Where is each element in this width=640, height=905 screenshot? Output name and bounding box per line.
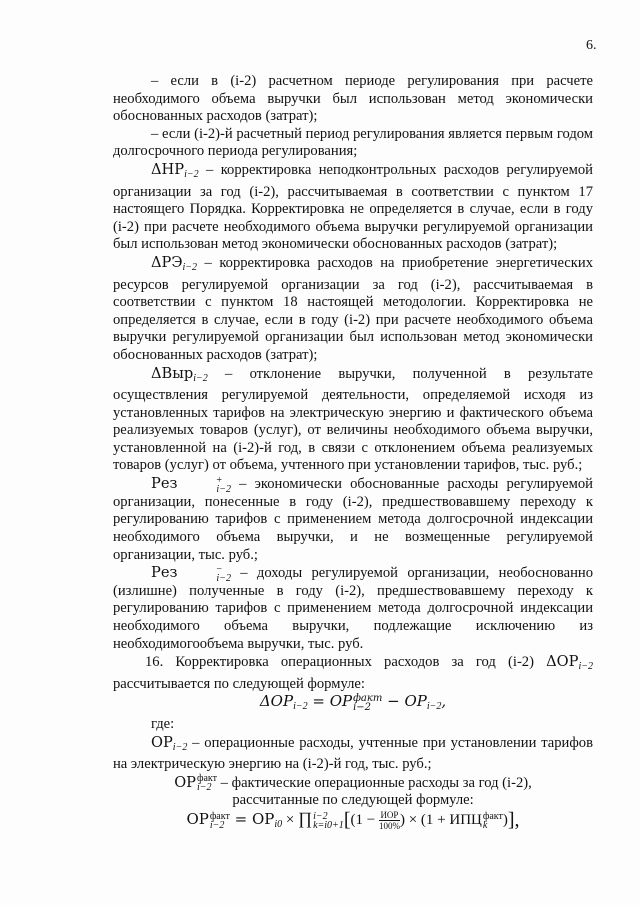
formula-term: − OP <box>382 692 427 711</box>
formula-term: (1 − <box>350 811 379 828</box>
superscript: факт <box>197 773 218 785</box>
paragraph-text: – доходы регулируемой организации, необоснованно (излишне) полученные в году (i-2), предшествовавшему переходу к регулированию тарифов с применением метода долгосрочной индексации необходимого объема выручки, подлежащие исключению из необходимогообъема выручки, тыс. руб. <box>113 565 593 652</box>
paragraph: – если (i-2)-й расчетный период регулирования является первым годом долгосрочного периода регулирования; <box>113 125 593 160</box>
formula-term: ОР <box>186 809 209 828</box>
subscript: i−2 <box>209 819 225 831</box>
paragraph <box>113 161 593 254</box>
paragraph-text: – отклонение выручки, полученной в результате осуществления регулируемой деятельности, определяемой исходя из установленных тарифов на электрическую энергию и фактического объема реализуемых товаров (услуг), от величины необходимого объема выручки, установленной на (i-2)-й год, в связи с отклонением объема реализуемых товаров (услуг) от объема, учтенного при установлении тарифов, тыс. руб.; <box>113 365 593 474</box>
superscript: − <box>216 563 223 575</box>
subscript: i−2 <box>182 261 198 273</box>
sup-sub <box>197 774 217 792</box>
document-body <box>113 73 593 834</box>
formula-term: = ОР <box>229 809 275 828</box>
subscript: i−2 <box>184 168 199 180</box>
superscript: факт <box>209 810 230 822</box>
subscript: i0 <box>274 818 283 830</box>
superscript: + <box>216 474 223 486</box>
symbol: ΔНР <box>151 160 185 178</box>
subscript: i−2 <box>172 741 188 753</box>
subscript: i−2 <box>426 701 442 713</box>
subscript: i−2 <box>353 701 372 713</box>
subscript: i−2 <box>197 782 212 794</box>
formula-term: ΔOP <box>259 692 294 711</box>
formula-op-fact <box>113 810 593 834</box>
sup-sub <box>313 812 344 830</box>
paragraph-text: – фактические операционные расходы за год (i-2), <box>217 774 532 791</box>
formula-delta-op <box>113 693 593 716</box>
formula-term: × <box>282 811 299 828</box>
page-number: 6. <box>586 38 597 53</box>
sup-sub <box>353 694 382 712</box>
paragraph <box>113 254 593 365</box>
formula-term: ) <box>399 811 405 828</box>
paragraph <box>113 734 593 774</box>
superscript: факт <box>353 692 383 704</box>
subscript: i−2 <box>578 661 593 673</box>
symbol: ОР <box>174 773 197 791</box>
sup-sub <box>178 565 231 583</box>
paragraph <box>113 564 593 653</box>
symbol: ОР <box>151 733 173 751</box>
subscript: i−2 <box>193 372 208 384</box>
paragraph-text: – корректировка неподконтрольных расходов регулируемой организации за год (i-2), рассчитываемая в соответствии с пунктом 17 настоящего Порядка. Корректировка не определяется в случае, если в году (i-2) при расчете необходимого объема выручки регулируемой организации был использован метод экономически обоснованных расходов (затрат); <box>113 161 593 253</box>
paragraph <box>113 475 593 564</box>
subscript: k=i0+1 <box>313 819 344 831</box>
sup-sub <box>483 812 503 830</box>
paragraph-text: – операционные расходы, учтенные при установлении тарифов на электрическую энергию на (i-2)-й год, тыс. руб.; <box>113 734 593 773</box>
formula-term: = OP <box>307 692 353 711</box>
paragraph <box>113 365 593 476</box>
bracket: [ <box>343 808 351 831</box>
paragraph-text: 16. Корректировка операционных расходов за год (i-2) <box>145 654 547 671</box>
sup-sub <box>210 812 230 830</box>
symbol: Рез <box>151 564 178 582</box>
subscript: i−2 <box>293 701 308 713</box>
formula-term: × (1 + ИПЦ <box>404 811 482 828</box>
paragraph-text: – экономически обоснованные расходы регулируемой организации, понесенные в году (i-2), предшествовавшему переходу к регулированию тарифов с применением метода долгосрочной индексации необходимого объема выручки, и не возмещенные регулируемой организации, тыс. руб.; <box>113 476 593 563</box>
symbol: ΔОР <box>546 653 579 671</box>
fraction <box>379 810 400 831</box>
subscript: k <box>482 819 488 831</box>
paragraph-text: рассчитывается по следующей формуле: <box>113 675 365 692</box>
bracket: ], <box>507 808 520 831</box>
fraction-numerator: ИОР <box>380 810 399 820</box>
formula-term: , <box>441 692 447 711</box>
paragraph: – если в (i-2) расчетном периоде регулирования при расчете необходимого объема выручки был использован метод экономически обоснованных расходов (затрат); <box>113 73 593 125</box>
symbol: ΔВыр <box>151 364 194 382</box>
paragraph <box>113 653 593 693</box>
paragraph: рассчитанные по следующей формуле: <box>232 792 474 809</box>
paragraph-text: – корректировка расходов на приобретение энергетических ресурсов регулируемой организации за год (i-2), рассчитываемая в соответствии с пунктом 18 настоящей методологии. Корректировка не определяется в случае, если в году (i-2) при расчете необходимого объема выручки регулируемой организации был использован метод экономически обоснованных расходов (затрат); <box>113 254 593 363</box>
subscript: i−2 <box>216 572 231 584</box>
paragraph <box>113 774 593 793</box>
superscript: факт <box>482 810 503 822</box>
paragraph: где: <box>151 715 175 732</box>
subscript: i−2 <box>216 483 231 495</box>
product-symbol: ∏ <box>298 808 313 828</box>
sup-sub <box>178 476 231 494</box>
formula-term: ) <box>502 811 508 828</box>
fraction-denominator: 100% <box>378 821 400 831</box>
symbol: Рез <box>151 475 178 493</box>
superscript: i−2 <box>313 810 328 822</box>
symbol: ΔРЭ <box>151 253 183 271</box>
